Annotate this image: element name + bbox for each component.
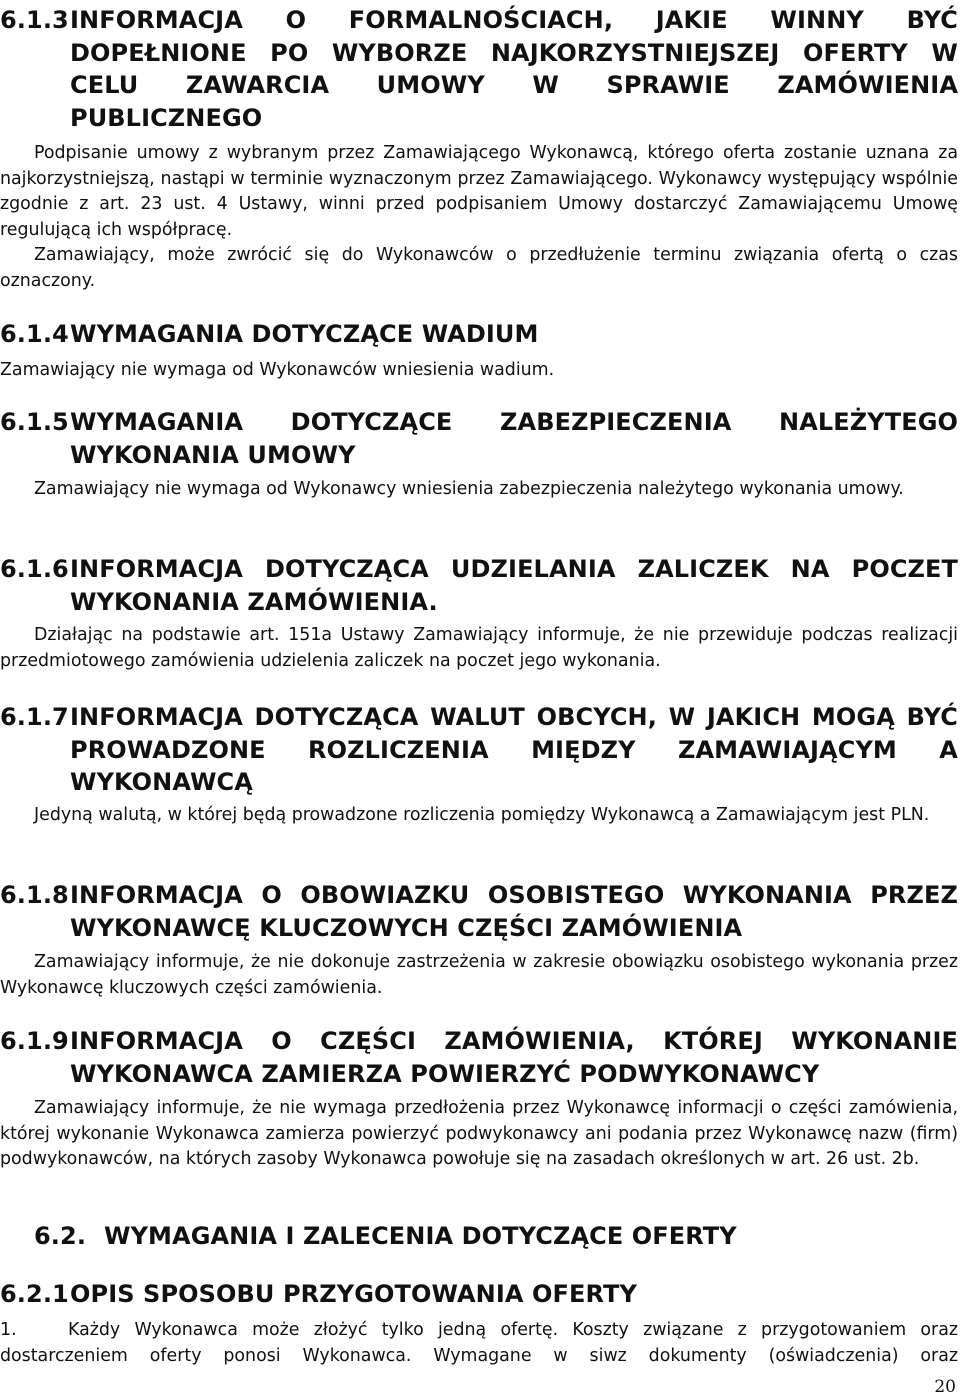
paragraph: Jedyną walutą, w której będą prowadzone rozliczenia pomiędzy Wykonawcą a Zamawiającym jest PLN. bbox=[34, 805, 930, 825]
section-number: 6.2.1 bbox=[0, 1280, 69, 1308]
section-number: 6.1.5 bbox=[0, 408, 69, 436]
section-heading-6-1-5 bbox=[0, 406, 958, 471]
section-number: 6.2. bbox=[34, 1222, 87, 1250]
section-title: INFORMACJA DOTYCZĄCA UDZIELANIA ZALICZEK NA POCZET WYKONANIA ZAMÓWIENIA. bbox=[70, 555, 958, 616]
section-number: 6.1.3 bbox=[0, 6, 69, 34]
paragraph: Zamawiający nie wymaga od Wykonawców wniesienia wadium. bbox=[0, 360, 555, 380]
section-title: INFORMACJA O CZĘŚCI ZAMÓWIENIA, KTÓREJ WYKONANIE WYKONAWCA ZAMIERZA POWIERZYĆ PODWYKONAWCY bbox=[70, 1027, 958, 1088]
section-heading-6-1-7 bbox=[0, 701, 958, 799]
paragraph: Działając na podstawie art. 151a Ustawy Zamawiający informuje, że nie przewiduje podczas realizacji przedmiotowego zamówienia udzielenia zaliczek na poczet jego wykonania. bbox=[0, 625, 958, 671]
section-title: INFORMACJA O FORMALNOŚCIACH, JAKIE WINNY BYĆ DOPEŁNIONE PO WYBORZE NAJKORZYSTNIEJSZEJ OFERTY W CELU ZAWARCIA UMOWY W SPRAWIE ZAMÓWIENIA PUBLICZNEGO bbox=[70, 6, 958, 132]
section-heading-6-1-9 bbox=[0, 1025, 958, 1090]
section-number: 6.1.4 bbox=[0, 320, 69, 348]
paragraph: Zamawiający, może zwrócić się do Wykonawców o przedłużenie terminu związania ofertą o czas oznaczony. bbox=[0, 245, 958, 291]
section-title: INFORMACJA DOTYCZĄCA WALUT OBCYCH, W JAKICH MOGĄ BYĆ PROWADZONE ROZLICZENIA MIĘDZY ZAMAWIAJĄCYM A WYKONAWCĄ bbox=[70, 703, 958, 796]
section-title: OPIS SPOSOBU PRZYGOTOWANIA OFERTY bbox=[70, 1280, 637, 1308]
section-title: WYMAGANIA DOTYCZĄCE WADIUM bbox=[70, 320, 539, 348]
section-number: 6.1.9 bbox=[0, 1027, 69, 1055]
section-title: INFORMACJA O OBOWIAZKU OSOBISTEGO WYKONANIA PRZEZ WYKONAWCĘ KLUCZOWYCH CZĘŚCI ZAMÓWIENIA bbox=[70, 881, 958, 942]
list-item bbox=[0, 1318, 958, 1369]
section-number: 6.1.8 bbox=[0, 881, 69, 909]
paragraph: Podpisanie umowy z wybranym przez Zamawiającego Wykonawcą, którego oferta zostanie uznana za najkorzystniejszą, nastąpi w terminie wyznaczonym przez Zamawiającego. Wykonawcy występujący wspólnie zgodnie z art. 23 ust. 4 Ustawy, winni przed podpisaniem Umowy dostarczyć Zamawiającemu Umowę regulującą ich współpracę. bbox=[0, 143, 958, 240]
section-heading-6-1-6 bbox=[0, 553, 958, 618]
section-number: 6.1.6 bbox=[0, 555, 69, 583]
page-number: 20 bbox=[934, 1377, 956, 1397]
section-heading-6-1-4 bbox=[0, 318, 958, 351]
section-heading-6-1-3 bbox=[0, 4, 958, 134]
section-heading-6-1-8 bbox=[0, 879, 958, 944]
section-heading-6-2-1 bbox=[0, 1278, 958, 1311]
paragraph: Zamawiający informuje, że nie dokonuje zastrzeżenia w zakresie obowiązku osobistego wykonania przez Wykonawcę kluczowych części zamówienia. bbox=[0, 952, 958, 998]
list-marker: 1. bbox=[0, 1320, 17, 1340]
list-item-text: Każdy Wykonawca może złożyć tylko jedną ofertę. Koszty związane z przygotowaniem oraz dostarczeniem oferty ponosi Wykonawca. Wymagane w siwz dokumenty (oświadczenia) oraz bbox=[0, 1320, 958, 1366]
section-heading-6-2 bbox=[0, 1220, 958, 1253]
paragraph: Zamawiający nie wymaga od Wykonawcy wniesienia zabezpieczenia należytego wykonania umowy. bbox=[34, 479, 904, 499]
paragraph: Zamawiający informuje, że nie wymaga przedłożenia przez Wykonawcę informacji o części zamówienia, której wykonanie Wykonawca zamierza powierzyć podwykonawcy ani podania przez Wykonawcę nazw (firm) podwykonawców, na których zasoby Wykonawca powołuje się na zasadach określonych w art. 26 ust. 2b. bbox=[0, 1098, 958, 1170]
section-title: WYMAGANIA DOTYCZĄCE ZABEZPIECZENIA NALEŻYTEGO WYKONANIA UMOWY bbox=[70, 408, 958, 469]
section-number: 6.1.7 bbox=[0, 703, 69, 731]
section-title: WYMAGANIA I ZALECENIA DOTYCZĄCE OFERTY bbox=[104, 1222, 737, 1250]
